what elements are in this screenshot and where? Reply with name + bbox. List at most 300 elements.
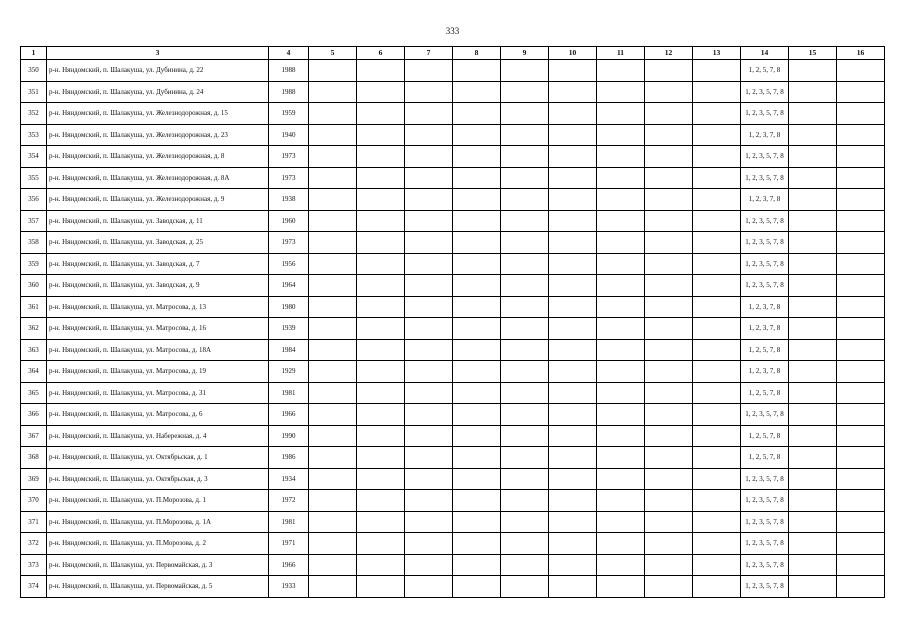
row-number-cell: 371 (21, 511, 47, 533)
empty-cell (645, 468, 693, 490)
empty-cell (357, 232, 405, 254)
column-header: 1 (21, 47, 47, 60)
address-cell: р-н. Няндомский, п. Шалакуша, ул. Заводская, д. 11 (47, 210, 269, 232)
empty-cell (549, 275, 597, 297)
empty-cell (405, 490, 453, 512)
empty-cell (501, 146, 549, 168)
empty-cell (837, 382, 885, 404)
empty-cell (549, 103, 597, 125)
empty-cell (405, 339, 453, 361)
codes-cell: 1, 2, 3, 7, 8 (741, 296, 789, 318)
row-number-cell: 354 (21, 146, 47, 168)
column-header: 8 (453, 47, 501, 60)
empty-cell (693, 382, 741, 404)
empty-cell (645, 232, 693, 254)
empty-cell (837, 361, 885, 383)
empty-cell (405, 146, 453, 168)
column-header: 12 (645, 47, 693, 60)
empty-cell (453, 382, 501, 404)
table-row (21, 511, 885, 533)
column-header: 15 (789, 47, 837, 60)
empty-cell (597, 60, 645, 82)
empty-cell (309, 103, 357, 125)
year-cell: 1980 (269, 296, 309, 318)
empty-cell (309, 404, 357, 426)
empty-cell (501, 124, 549, 146)
year-cell: 1973 (269, 146, 309, 168)
table-row (21, 404, 885, 426)
column-header: 3 (47, 47, 269, 60)
empty-cell (309, 425, 357, 447)
table-row (21, 253, 885, 275)
empty-cell (789, 318, 837, 340)
empty-cell (837, 103, 885, 125)
empty-cell (453, 533, 501, 555)
empty-cell (357, 554, 405, 576)
empty-cell (597, 533, 645, 555)
empty-cell (789, 404, 837, 426)
empty-cell (645, 425, 693, 447)
empty-cell (693, 146, 741, 168)
empty-cell (309, 232, 357, 254)
year-cell: 1971 (269, 533, 309, 555)
empty-cell (549, 533, 597, 555)
codes-cell: 1, 2, 3, 5, 7, 8 (741, 81, 789, 103)
empty-cell (453, 146, 501, 168)
empty-cell (357, 425, 405, 447)
table-body (21, 60, 885, 598)
empty-cell (597, 404, 645, 426)
empty-cell (453, 296, 501, 318)
empty-cell (597, 146, 645, 168)
address-cell: р-н. Няндомский, п. Шалакуша, ул. Матросова, д. 19 (47, 361, 269, 383)
empty-cell (597, 275, 645, 297)
empty-cell (693, 124, 741, 146)
row-number-cell: 373 (21, 554, 47, 576)
address-cell: р-н. Няндомский, п. Шалакуша, ул. Матросова, д. 16 (47, 318, 269, 340)
row-number-cell: 360 (21, 275, 47, 297)
empty-cell (357, 468, 405, 490)
row-number-cell: 353 (21, 124, 47, 146)
row-number-cell: 358 (21, 232, 47, 254)
table-row (21, 318, 885, 340)
codes-cell: 1, 2, 3, 7, 8 (741, 318, 789, 340)
empty-cell (357, 490, 405, 512)
year-cell: 1934 (269, 468, 309, 490)
empty-cell (309, 124, 357, 146)
codes-cell: 1, 2, 3, 5, 7, 8 (741, 576, 789, 598)
empty-cell (693, 210, 741, 232)
empty-cell (549, 60, 597, 82)
empty-cell (837, 318, 885, 340)
address-cell: р-н. Няндомский, п. Шалакуша, ул. Матросова, д. 6 (47, 404, 269, 426)
empty-cell (405, 382, 453, 404)
empty-cell (837, 447, 885, 469)
empty-cell (453, 232, 501, 254)
empty-cell (789, 425, 837, 447)
empty-cell (549, 210, 597, 232)
empty-cell (501, 210, 549, 232)
address-cell: р-н. Няндомский, п. Шалакуша, ул. Набережная, д. 4 (47, 425, 269, 447)
empty-cell (837, 189, 885, 211)
empty-cell (837, 81, 885, 103)
empty-cell (597, 361, 645, 383)
empty-cell (789, 167, 837, 189)
empty-cell (837, 533, 885, 555)
codes-cell: 1, 2, 5, 7, 8 (741, 425, 789, 447)
codes-cell: 1, 2, 5, 7, 8 (741, 382, 789, 404)
year-cell: 1973 (269, 167, 309, 189)
empty-cell (405, 210, 453, 232)
year-cell: 1933 (269, 576, 309, 598)
empty-cell (501, 167, 549, 189)
empty-cell (501, 103, 549, 125)
empty-cell (789, 468, 837, 490)
empty-cell (549, 361, 597, 383)
table-row (21, 81, 885, 103)
address-cell: р-н. Няндомский, п. Шалакуша, ул. П.Морозова, д. 2 (47, 533, 269, 555)
row-number-cell: 364 (21, 361, 47, 383)
empty-cell (501, 253, 549, 275)
address-cell: р-н. Няндомский, п. Шалакуша, ул. П.Морозова, д. 1А (47, 511, 269, 533)
empty-cell (405, 167, 453, 189)
empty-cell (309, 167, 357, 189)
empty-cell (597, 296, 645, 318)
empty-cell (693, 318, 741, 340)
empty-cell (453, 275, 501, 297)
empty-cell (357, 533, 405, 555)
codes-cell: 1, 2, 3, 7, 8 (741, 361, 789, 383)
empty-cell (549, 425, 597, 447)
empty-cell (549, 124, 597, 146)
empty-cell (597, 81, 645, 103)
empty-cell (645, 124, 693, 146)
empty-cell (501, 232, 549, 254)
empty-cell (645, 318, 693, 340)
empty-cell (453, 361, 501, 383)
empty-cell (309, 511, 357, 533)
empty-cell (693, 296, 741, 318)
empty-cell (789, 189, 837, 211)
empty-cell (837, 167, 885, 189)
row-number-cell: 350 (21, 60, 47, 82)
table-row (21, 146, 885, 168)
empty-cell (837, 253, 885, 275)
empty-cell (405, 554, 453, 576)
codes-cell: 1, 2, 3, 5, 7, 8 (741, 533, 789, 555)
empty-cell (597, 318, 645, 340)
empty-cell (693, 576, 741, 598)
empty-cell (405, 533, 453, 555)
empty-cell (357, 146, 405, 168)
empty-cell (453, 576, 501, 598)
empty-cell (549, 81, 597, 103)
address-cell: р-н. Няндомский, п. Шалакуша, ул. Дубинина, д. 24 (47, 81, 269, 103)
empty-cell (357, 60, 405, 82)
empty-cell (789, 576, 837, 598)
address-cell: р-н. Няндомский, п. Шалакуша, ул. Октябрьская, д. 1 (47, 447, 269, 469)
empty-cell (597, 447, 645, 469)
table-row (21, 361, 885, 383)
empty-cell (501, 404, 549, 426)
year-cell: 1964 (269, 275, 309, 297)
year-cell: 1981 (269, 382, 309, 404)
empty-cell (501, 275, 549, 297)
empty-cell (789, 124, 837, 146)
empty-cell (549, 296, 597, 318)
empty-cell (309, 468, 357, 490)
empty-cell (405, 124, 453, 146)
empty-cell (549, 339, 597, 361)
empty-cell (453, 339, 501, 361)
empty-cell (501, 60, 549, 82)
row-number-cell: 366 (21, 404, 47, 426)
empty-cell (693, 533, 741, 555)
empty-cell (405, 232, 453, 254)
empty-cell (645, 576, 693, 598)
row-number-cell: 369 (21, 468, 47, 490)
empty-cell (357, 81, 405, 103)
empty-cell (693, 425, 741, 447)
column-header: 7 (405, 47, 453, 60)
table-row (21, 425, 885, 447)
row-number-cell: 365 (21, 382, 47, 404)
empty-cell (309, 490, 357, 512)
empty-cell (453, 404, 501, 426)
address-cell: р-н. Няндомский, п. Шалакуша, ул. Первомайская, д. 5 (47, 576, 269, 598)
empty-cell (549, 167, 597, 189)
empty-cell (693, 167, 741, 189)
empty-cell (453, 210, 501, 232)
empty-cell (693, 232, 741, 254)
empty-cell (597, 425, 645, 447)
empty-cell (789, 339, 837, 361)
codes-cell: 1, 2, 3, 5, 7, 8 (741, 103, 789, 125)
empty-cell (837, 490, 885, 512)
year-cell: 1984 (269, 339, 309, 361)
column-header: 5 (309, 47, 357, 60)
empty-cell (453, 447, 501, 469)
empty-cell (597, 124, 645, 146)
row-number-cell: 374 (21, 576, 47, 598)
empty-cell (597, 189, 645, 211)
empty-cell (693, 490, 741, 512)
empty-cell (501, 382, 549, 404)
column-header: 13 (693, 47, 741, 60)
codes-cell: 1, 2, 3, 7, 8 (741, 189, 789, 211)
empty-cell (693, 404, 741, 426)
empty-cell (309, 189, 357, 211)
empty-cell (453, 167, 501, 189)
empty-cell (405, 275, 453, 297)
empty-cell (453, 253, 501, 275)
year-cell: 1981 (269, 511, 309, 533)
year-cell: 1940 (269, 124, 309, 146)
empty-cell (501, 81, 549, 103)
empty-cell (309, 210, 357, 232)
year-cell: 1939 (269, 318, 309, 340)
codes-cell: 1, 2, 3, 5, 7, 8 (741, 511, 789, 533)
empty-cell (309, 554, 357, 576)
empty-cell (549, 146, 597, 168)
codes-cell: 1, 2, 5, 7, 8 (741, 339, 789, 361)
empty-cell (309, 60, 357, 82)
empty-cell (453, 468, 501, 490)
empty-cell (597, 382, 645, 404)
empty-cell (597, 554, 645, 576)
empty-cell (501, 447, 549, 469)
empty-cell (693, 103, 741, 125)
empty-cell (405, 60, 453, 82)
empty-cell (789, 447, 837, 469)
empty-cell (693, 60, 741, 82)
year-cell: 1959 (269, 103, 309, 125)
empty-cell (645, 60, 693, 82)
codes-cell: 1, 2, 3, 5, 7, 8 (741, 468, 789, 490)
empty-cell (837, 554, 885, 576)
empty-cell (645, 339, 693, 361)
empty-cell (597, 253, 645, 275)
empty-cell (597, 232, 645, 254)
empty-cell (789, 275, 837, 297)
empty-cell (357, 511, 405, 533)
empty-cell (453, 124, 501, 146)
empty-cell (453, 103, 501, 125)
table-row (21, 60, 885, 82)
empty-cell (357, 318, 405, 340)
empty-cell (309, 361, 357, 383)
empty-cell (789, 146, 837, 168)
codes-cell: 1, 2, 3, 5, 7, 8 (741, 404, 789, 426)
empty-cell (789, 533, 837, 555)
address-cell: р-н. Няндомский, п. Шалакуша, ул. Первомайская, д. 3 (47, 554, 269, 576)
empty-cell (309, 576, 357, 598)
empty-cell (453, 189, 501, 211)
year-cell: 1973 (269, 232, 309, 254)
empty-cell (645, 189, 693, 211)
table-row (21, 533, 885, 555)
empty-cell (789, 253, 837, 275)
empty-cell (789, 490, 837, 512)
empty-cell (597, 167, 645, 189)
empty-cell (549, 189, 597, 211)
table-row (21, 554, 885, 576)
empty-cell (405, 103, 453, 125)
address-cell: р-н. Няндомский, п. Шалакуша, ул. Матросова, д. 13 (47, 296, 269, 318)
column-header: 11 (597, 47, 645, 60)
empty-cell (357, 124, 405, 146)
year-cell: 1960 (269, 210, 309, 232)
address-cell: р-н. Няндомский, п. Шалакуша, ул. Железнодорожная, д. 23 (47, 124, 269, 146)
empty-cell (789, 232, 837, 254)
empty-cell (693, 253, 741, 275)
empty-cell (549, 511, 597, 533)
codes-cell: 1, 2, 3, 5, 7, 8 (741, 232, 789, 254)
empty-cell (645, 167, 693, 189)
empty-cell (645, 253, 693, 275)
empty-cell (837, 146, 885, 168)
codes-cell: 1, 2, 5, 7, 8 (741, 447, 789, 469)
empty-cell (405, 404, 453, 426)
empty-cell (645, 382, 693, 404)
codes-cell: 1, 2, 3, 5, 7, 8 (741, 275, 789, 297)
empty-cell (597, 339, 645, 361)
empty-cell (837, 511, 885, 533)
empty-cell (405, 576, 453, 598)
codes-cell: 1, 2, 3, 5, 7, 8 (741, 490, 789, 512)
empty-cell (549, 447, 597, 469)
column-header: 6 (357, 47, 405, 60)
address-cell: р-н. Няндомский, п. Шалакуша, ул. Заводская, д. 7 (47, 253, 269, 275)
year-cell: 1956 (269, 253, 309, 275)
empty-cell (309, 146, 357, 168)
empty-cell (597, 468, 645, 490)
year-cell: 1938 (269, 189, 309, 211)
empty-cell (405, 253, 453, 275)
empty-cell (357, 253, 405, 275)
empty-cell (645, 275, 693, 297)
empty-cell (453, 81, 501, 103)
empty-cell (357, 103, 405, 125)
empty-cell (597, 576, 645, 598)
empty-cell (693, 447, 741, 469)
empty-cell (405, 447, 453, 469)
empty-cell (549, 253, 597, 275)
empty-cell (357, 339, 405, 361)
column-header: 16 (837, 47, 885, 60)
empty-cell (501, 339, 549, 361)
empty-cell (645, 533, 693, 555)
empty-cell (501, 533, 549, 555)
empty-cell (645, 146, 693, 168)
table-row (21, 296, 885, 318)
empty-cell (357, 576, 405, 598)
empty-cell (501, 425, 549, 447)
empty-cell (549, 554, 597, 576)
codes-cell: 1, 2, 5, 7, 8 (741, 60, 789, 82)
empty-cell (645, 511, 693, 533)
empty-cell (549, 576, 597, 598)
address-cell: р-н. Няндомский, п. Шалакуша, ул. Железнодорожная, д. 8А (47, 167, 269, 189)
table-row (21, 124, 885, 146)
empty-cell (357, 382, 405, 404)
empty-cell (645, 554, 693, 576)
empty-cell (645, 361, 693, 383)
row-number-cell: 351 (21, 81, 47, 103)
empty-cell (597, 103, 645, 125)
empty-cell (309, 533, 357, 555)
empty-cell (837, 425, 885, 447)
address-cell: р-н. Няндомский, п. Шалакуша, ул. Заводская, д. 9 (47, 275, 269, 297)
empty-cell (549, 468, 597, 490)
empty-cell (645, 404, 693, 426)
year-cell: 1966 (269, 404, 309, 426)
column-header: 10 (549, 47, 597, 60)
empty-cell (549, 232, 597, 254)
empty-cell (645, 103, 693, 125)
empty-cell (549, 382, 597, 404)
codes-cell: 1, 2, 3, 5, 7, 8 (741, 253, 789, 275)
empty-cell (789, 382, 837, 404)
row-number-cell: 367 (21, 425, 47, 447)
table-row (21, 382, 885, 404)
empty-cell (645, 490, 693, 512)
codes-cell: 1, 2, 3, 5, 7, 8 (741, 554, 789, 576)
empty-cell (309, 382, 357, 404)
empty-cell (501, 490, 549, 512)
empty-cell (837, 404, 885, 426)
empty-cell (789, 511, 837, 533)
